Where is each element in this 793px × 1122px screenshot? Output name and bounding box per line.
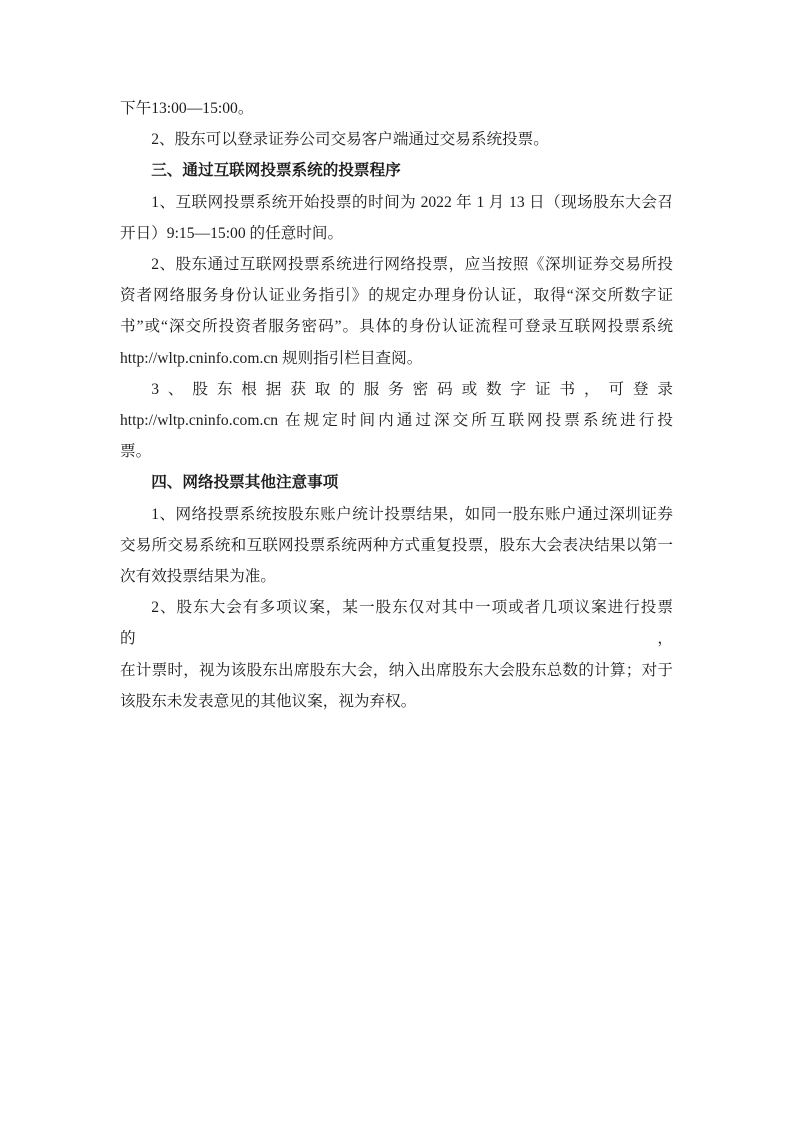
section-heading: 四、网络投票其他注意事项 [151,474,339,492]
text-line: 2、股东通过互联网投票系统进行网络投票，应当按照《深圳证券交易所投 [151,256,673,274]
text-line: 1、网络投票系统按股东账户统计投票结果，如同一股东账户通过深圳证券 [151,505,673,523]
paragraph-internet-voting-time [120,187,673,249]
paragraph-partial-voting-rule [120,592,673,717]
text-line: 资者网络服务身份认证业务指引》的规定办理身份认证，取得“深交所数字证 [120,287,673,305]
text-line: 3、股东根据获取的服务密码或数字证书，可登录 [151,380,673,398]
text-line: http://wltp.cninfo.com.cn 在规定时间内通过深交所互联网投票系统进行投 [120,412,673,430]
section-heading-four [120,467,673,498]
text-line: 在计票时，视为该股东出席股东大会，纳入出席股东大会股东总数的计算；对于 [120,661,673,679]
text-line: 票。 [120,443,152,461]
text-line: 该股东未发表意见的其他议案，视为弃权。 [120,692,417,710]
text-line: http://wltp.cninfo.com.cn 规则指引栏目查阅。 [120,349,423,367]
text-line: 下午13:00—15:00。 [120,100,254,117]
paragraph-afternoon-session-time [120,93,673,124]
text-line: 1、互联网投票系统开始投票的时间为 2022 年 1 月 13 日（现场股东大会召 [151,193,673,211]
text-line: 2、股东大会有多项议案，某一股东仅对其中一项或者几项议案进行投票的， [120,599,673,648]
text-line: 交易所交易系统和互联网投票系统两种方式重复投票，股东大会表决结果以第一 [120,536,673,554]
paragraph-trading-client-voting [120,124,673,155]
text-line: 开日）9:15—15:00 的任意时间。 [120,224,344,242]
paragraph-login-and-vote [120,374,673,468]
paragraph-identity-authentication [120,249,673,374]
text-line: 书”或“深交所投资者服务密码”。具体的身份认证流程可登录互联网投票系统 [120,318,673,336]
section-heading-three [120,155,673,186]
text-line: 次有效投票结果为准。 [120,568,276,586]
text-line: 2、股东可以登录证券公司交易客户端通过交易系统投票。 [151,131,549,149]
paragraph-duplicate-voting-rule [120,499,673,593]
section-heading: 三、通过互联网投票系统的投票程序 [151,162,401,180]
